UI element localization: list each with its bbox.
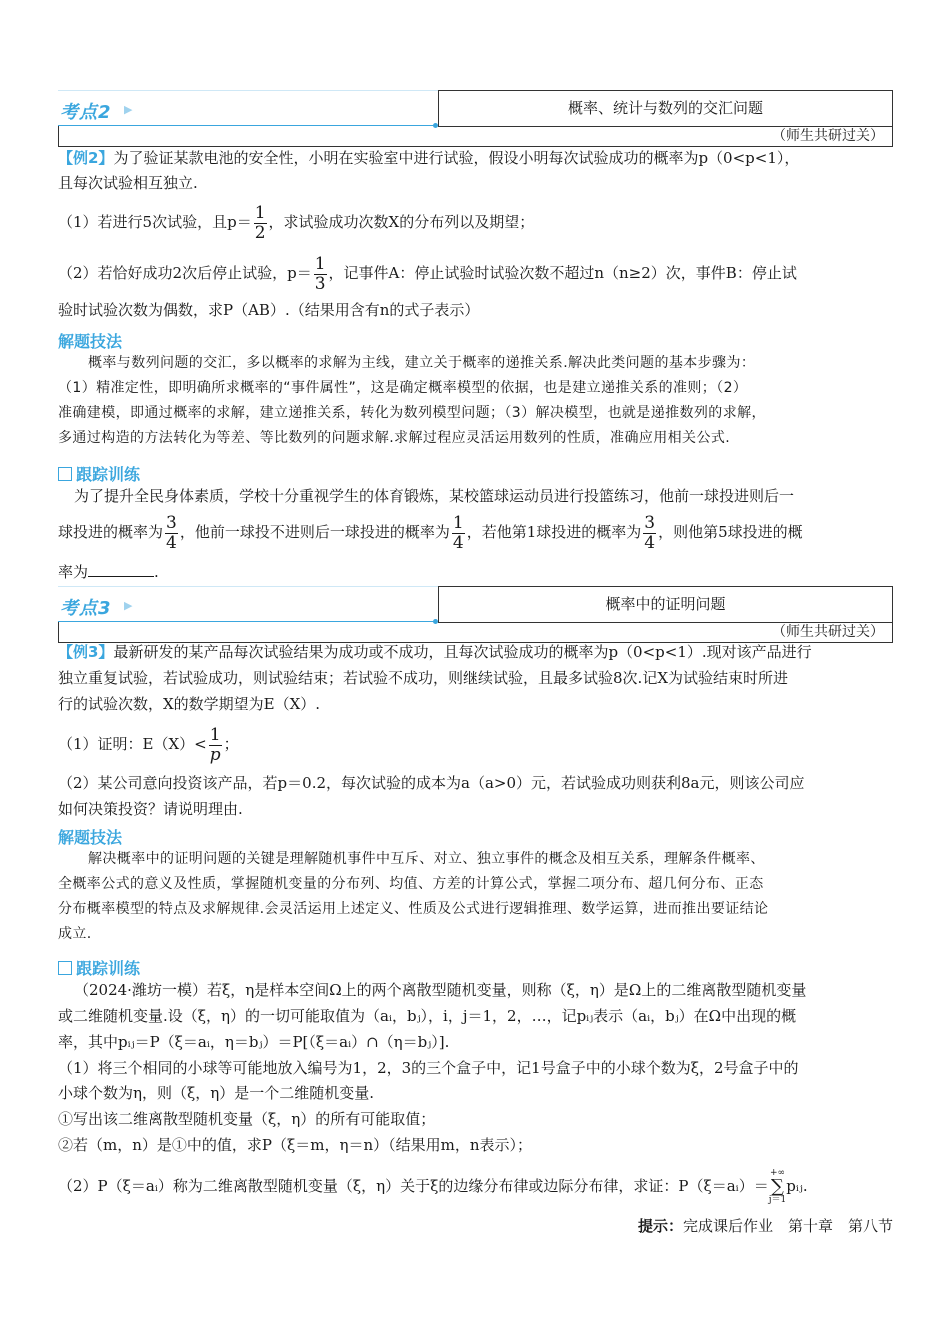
training1-line1: 为了提升全民身体素质，学校十分重视学生的体育锻炼，某校篮球运动员进行投篮练习，他前一球投进则后一 (74, 487, 795, 505)
kaodian2-note-box (58, 126, 893, 147)
training1-line3: 率为 . (58, 563, 159, 581)
example2-q2: （2）若恰好成功2次后停止试验，p＝ $\frac{1}{3}$ ，记事件A：停止试验时试验次数不超过n（n≥2）次，事件B：停止试 (58, 253, 797, 294)
technique2-heading: 解题技法 (58, 828, 123, 847)
fraction: $\frac{3}{4}$ (644, 512, 656, 553)
fraction: $\frac{1}{3}$ (314, 253, 326, 294)
example3-q1: （1）证明：E（X）< $\frac{1}{p}$ ； (58, 724, 239, 765)
example2-q1: （1）若进行5次试验，且p＝ $\frac{1}{2}$ ，求试验成功次数X的分布列以及期望； (58, 202, 535, 243)
technique1-line: 概率与数列问题的交汇，多以概率的求解为主线，建立关于概率的递推关系.解决此类问题的基本步骤为： (88, 355, 756, 371)
kaodian3-label: 考点3 (60, 598, 112, 619)
fraction: $\frac{1}{4}$ (452, 512, 464, 553)
fraction: $\frac{1}{2}$ (254, 202, 266, 243)
example2-q2-line2: 验时试验次数为偶数，求P（AB）.（结果用含有n的式子表示） (58, 301, 480, 319)
kaodian3-title-box (438, 586, 893, 623)
kaodian2-note: （师生共研过关） (772, 128, 884, 144)
kaodian3-title: 概率中的证明问题 (605, 595, 726, 613)
technique2-line: 解决概率中的证明问题的关键是理解随机事件中互斥、对立、独立事件的概念及相互关系，理解条件概率、 (88, 851, 765, 867)
example3-q2-line2: 如何决策投资？请说明理由. (58, 800, 243, 818)
training2-line1: （2024·潍坊一模）若ξ，η是样本空间Ω上的两个离散型随机变量，则称（ξ，η）是Ω上的二维离散型随机变量 (74, 981, 807, 999)
training1-heading: 跟踪训练 (58, 462, 140, 485)
training2-heading: 跟踪训练 (58, 956, 140, 979)
technique1-line: 准确建模，即通过概率的求解，建立递推关系，转化为数列模型问题；（3）解决模型，也就是递推数列的求解， (58, 405, 766, 421)
fraction: $\frac{3}{4}$ (166, 512, 177, 553)
example2-line2: 且每次试验相互独立. (58, 174, 198, 192)
summation-icon: +∞ ∑ j＝1 (768, 1168, 787, 1205)
training2-line3: 率，其中pᵢⱼ＝P（ξ＝aᵢ，η＝bⱼ）＝P[（ξ＝aᵢ）∩（η＝bⱼ）]. (58, 1033, 450, 1051)
training2-line8: （2）P（ξ＝aᵢ）称为二维离散型随机变量（ξ，η）关于ξ的边缘分布律或边际分布律，求证：P（ξ＝aᵢ）＝ +∞ ∑ j＝1 pᵢⱼ. (58, 1168, 808, 1205)
kaodian2-header (58, 90, 893, 148)
kaodian2-title: 概率、统计与数列的交汇问题 (567, 99, 763, 117)
example3-tag: 【例3】 (58, 643, 114, 661)
training2-line2: 或二维随机变量.设（ξ，η）的一切可能取值为（aᵢ，bⱼ），i，j＝1，2，…，记pᵢⱼ表示（aᵢ，bⱼ）在Ω中出现的概 (58, 1007, 797, 1025)
kaodian3-top-rule (58, 586, 438, 587)
training2-line6: ①写出该二维离散型随机变量（ξ，η）的所有可能取值； (58, 1110, 436, 1128)
training2-line4: （1）将三个相同的小球等可能地放入编号为1，2，3的三个盒子中，记1号盒子中的小球个数为ξ，2号盒子中的 (58, 1059, 799, 1077)
example3-line3: 行的试验次数，X的数学期望为E（X）. (58, 695, 321, 713)
answer-blank[interactable] (88, 576, 154, 577)
training2-line5: 小球个数为η，则（ξ，η）是一个二维随机变量. (58, 1084, 375, 1102)
kaodian3-note-box (58, 622, 893, 643)
kaodian3-header (58, 586, 893, 644)
kaodian2-top-rule (58, 90, 438, 91)
kaodian2-arrow-icon: ▶ (124, 103, 133, 116)
training2-line7: ②若（m，n）是①中的值，求P（ξ＝m，η＝n）（结果用m，n表示）； (58, 1136, 532, 1154)
footer-hint (638, 1215, 893, 1237)
example3-line2: 独立重复试验，若试验成功，则试验结束；若试验不成功，则继续试验，且最多试验8次.记X为试验结束时所进 (58, 669, 788, 687)
technique2-line: 成立. (58, 926, 92, 942)
kaodian3-arrow-icon: ▶ (124, 599, 133, 612)
technique1-line: （1）精准定性，即明确所求概率的“事件属性”，这是确定概率模型的依据，也是建立递推关系的准则；（2） (58, 380, 748, 396)
hint-text: 完成课后作业 第十章 第八节 (682, 1217, 893, 1235)
example3-q2-line1: （2）某公司意向投资该产品，若p＝0.2，每次试验的成本为a（a>0）元，若试验成功则获利8a元，则该公司应 (58, 774, 805, 792)
example2-tag: 【例2】 (58, 149, 114, 167)
kaodian2-title-box (438, 90, 893, 127)
training1-line2: 球投进的概率为 $\frac{3}{4}$ ，他前一球投不进则后一球投进的概率为 $\frac{1}{4}$ ，若他第1球投进的概率为 $\frac{3}{4}$ ，则他第5球投进的概 (58, 512, 803, 553)
kaodian3-note: （师生共研过关） (772, 624, 884, 640)
technique2-line: 全概率公式的意义及性质，掌握随机变量的分布列、均值、方差的计算公式，掌握二项分布、超几何分布、正态 (58, 876, 764, 892)
fraction: $\frac{1}{p}$ (209, 724, 221, 765)
checkbox-icon (58, 961, 72, 975)
hint-label: 提示： (637, 1217, 683, 1235)
kaodian2-label: 考点2 (60, 102, 112, 123)
technique1-heading: 解题技法 (58, 332, 123, 351)
technique1-line: 多通过构造的方法转化为等差、等比数列的问题求解.求解过程应灵活运用数列的性质，准确应用相关公式. (58, 430, 731, 446)
technique2-line: 分布概率模型的特点及求解规律.会灵活运用上述定义、性质及公式进行逻辑推理、数学运算，进而推出要证结论 (58, 901, 769, 917)
example3-line1: 【例3】最新研发的某产品每次试验结果为成功或不成功，且每次试验成功的概率为p（0<p<1）.现对该产品进行 (58, 643, 812, 661)
checkbox-icon (58, 467, 72, 481)
example2-line1: 【例2】为了验证某款电池的安全性，小明在实验室中进行试验，假设小明每次试验成功的概率为p（0<p<1）， (58, 149, 800, 167)
